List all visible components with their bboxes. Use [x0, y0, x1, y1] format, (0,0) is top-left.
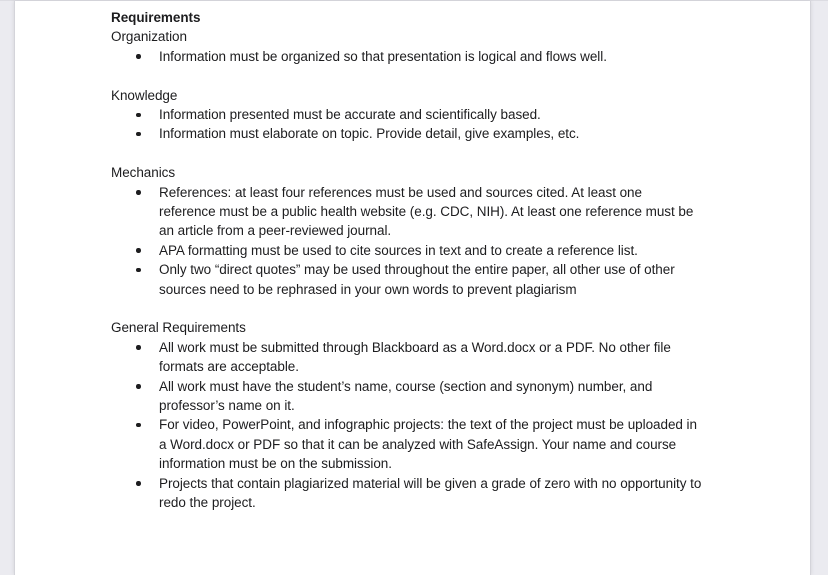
section-heading: Knowledge	[111, 87, 178, 103]
document-page	[14, 1, 811, 575]
section-heading: Mechanics	[111, 165, 176, 181]
list-item: References: at least four references must be used and sources cited. At least one reference must be a public health website (e.g. CDC, NIH). At least one reference must be an article from a peer-reviewed journal.	[159, 183, 702, 241]
bullet-list	[111, 47, 702, 66]
list-item: Information must elaborate on topic. Provide detail, give examples, etc.	[159, 124, 702, 143]
section-heading: Organization	[111, 29, 187, 45]
section-general-requirements	[111, 318, 702, 512]
bullet-list	[111, 338, 702, 513]
list-item: APA formatting must be used to cite sources in text and to create a reference list.	[159, 241, 702, 260]
section-mechanics	[111, 163, 702, 299]
section-knowledge	[111, 86, 702, 144]
list-item: All work must have the student’s name, course (section and synonym) number, and professor’s name on it.	[159, 377, 702, 416]
sections	[111, 27, 702, 512]
bullet-list	[111, 105, 702, 144]
bullet-list	[111, 183, 702, 299]
section-organization	[111, 27, 702, 66]
list-item: All work must be submitted through Blackboard as a Word.docx or a PDF. No other file formats are acceptable.	[159, 338, 702, 377]
list-item: Information must be organized so that presentation is logical and flows well.	[159, 47, 702, 66]
list-item: Information presented must be accurate and scientifically based.	[159, 105, 702, 124]
list-item: For video, PowerPoint, and infographic projects: the text of the project must be uploaded in a Word.docx or PDF so that it can be analyzed with SafeAssign. Your name and course information must be on the submission.	[159, 415, 702, 473]
list-item: Projects that contain plagiarized material will be given a grade of zero with no opportunity to redo the project.	[159, 474, 702, 513]
section-heading: General Requirements	[111, 320, 246, 336]
page-title: Requirements	[111, 10, 201, 25]
page-content	[15, 1, 810, 513]
list-item: Only two “direct quotes” may be used throughout the entire paper, all other use of other sources need to be rephrased in your own words to prevent plagiarism	[159, 260, 702, 299]
